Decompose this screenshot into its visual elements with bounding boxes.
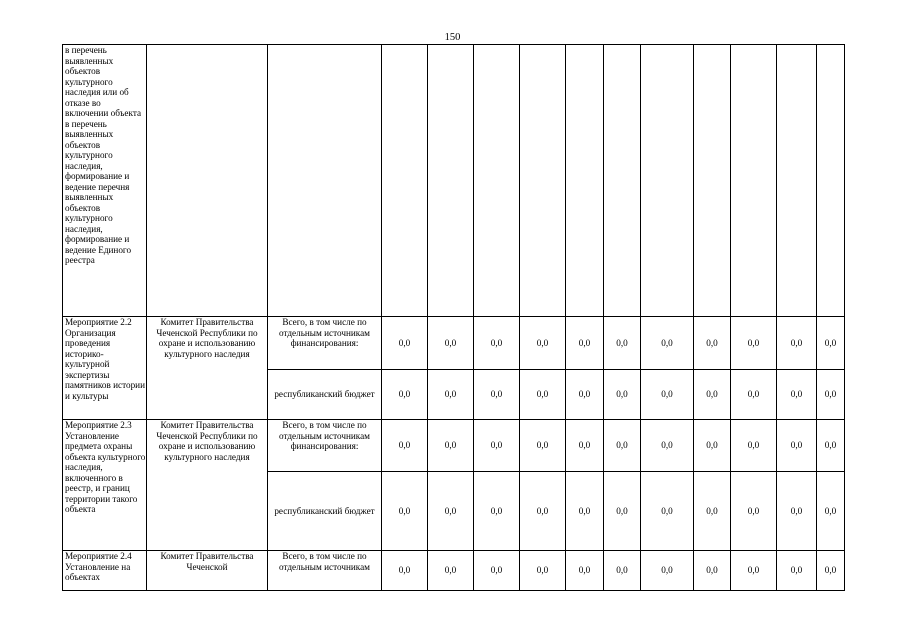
value-cell: 0,0 xyxy=(731,472,777,551)
funding-source-cell: Всего, в том числе по отдельным источникам финансирования: xyxy=(268,317,382,370)
table-row xyxy=(63,45,845,317)
empty-cell xyxy=(731,45,777,317)
value-cell: 0,0 xyxy=(474,317,520,370)
value-cell: 0,0 xyxy=(694,370,731,420)
value-cell: 0,0 xyxy=(604,420,641,472)
executor-cell xyxy=(147,45,268,317)
value-cell: 0,0 xyxy=(731,551,777,591)
value-cell: 0,0 xyxy=(817,317,845,370)
value-cell: 0,0 xyxy=(694,472,731,551)
value-cell: 0,0 xyxy=(520,317,566,370)
value-cell: 0,0 xyxy=(731,317,777,370)
empty-cell xyxy=(604,45,641,317)
value-cell: 0,0 xyxy=(566,370,604,420)
value-cell: 0,0 xyxy=(520,420,566,472)
value-cell: 0,0 xyxy=(641,370,694,420)
value-cell: 0,0 xyxy=(474,420,520,472)
value-cell: 0,0 xyxy=(777,420,817,472)
value-cell: 0,0 xyxy=(428,370,474,420)
value-cell: 0,0 xyxy=(777,317,817,370)
value-cell: 0,0 xyxy=(474,472,520,551)
measure-name-cell: в перечень выявленных объектов культурного наследия или об отказе во включении объекта в перечень выявленных объектов культурного наследия, формирование и ведение перечня выявленных объектов культурного наследия, формирование и ведение Единого реестра xyxy=(63,45,147,317)
value-cell: 0,0 xyxy=(731,370,777,420)
empty-cell xyxy=(817,45,845,317)
value-cell: 0,0 xyxy=(428,420,474,472)
value-cell: 0,0 xyxy=(382,551,428,591)
value-cell: 0,0 xyxy=(641,551,694,591)
value-cell: 0,0 xyxy=(817,420,845,472)
empty-cell xyxy=(520,45,566,317)
table-row xyxy=(63,317,845,370)
funding-source-cell: Всего, в том числе по отдельным источникам финансирования: xyxy=(268,420,382,472)
value-cell: 0,0 xyxy=(382,370,428,420)
executor-cell: Комитет Правительства Чеченской Республики по охране и использованию культурного наследия xyxy=(147,317,268,420)
value-cell: 0,0 xyxy=(382,472,428,551)
value-cell: 0,0 xyxy=(520,370,566,420)
table-row xyxy=(63,551,845,591)
executor-cell: Комитет Правительства Чеченской xyxy=(147,551,268,591)
value-cell: 0,0 xyxy=(641,317,694,370)
empty-cell xyxy=(777,45,817,317)
table-row xyxy=(63,420,845,472)
empty-cell xyxy=(268,45,382,317)
value-cell: 0,0 xyxy=(777,551,817,591)
measure-name-cell: Мероприятие 2.2 Организация проведения историко-культурной экспертизы памятников истории и культуры xyxy=(63,317,147,420)
value-cell: 0,0 xyxy=(694,551,731,591)
value-cell: 0,0 xyxy=(604,317,641,370)
value-cell: 0,0 xyxy=(604,551,641,591)
value-cell: 0,0 xyxy=(604,472,641,551)
empty-cell xyxy=(428,45,474,317)
value-cell: 0,0 xyxy=(817,472,845,551)
value-cell: 0,0 xyxy=(428,551,474,591)
value-cell: 0,0 xyxy=(474,551,520,591)
value-cell: 0,0 xyxy=(694,317,731,370)
table-body xyxy=(63,45,845,591)
value-cell: 0,0 xyxy=(641,472,694,551)
value-cell: 0,0 xyxy=(520,551,566,591)
value-cell: 0,0 xyxy=(777,472,817,551)
value-cell: 0,0 xyxy=(817,370,845,420)
value-cell: 0,0 xyxy=(382,317,428,370)
empty-cell xyxy=(641,45,694,317)
value-cell: 0,0 xyxy=(731,420,777,472)
value-cell: 0,0 xyxy=(641,420,694,472)
value-cell: 0,0 xyxy=(566,551,604,591)
measure-name-cell: Мероприятие 2.3 Установление предмета охраны объекта культурного наследия, включенного в реестр, и границ территории такого объекта xyxy=(63,420,147,551)
funding-source-cell: республиканский бюджет xyxy=(268,472,382,551)
measure-name-cell: Мероприятие 2.4 Установление на объектах xyxy=(63,551,147,591)
value-cell: 0,0 xyxy=(694,420,731,472)
value-cell: 0,0 xyxy=(520,472,566,551)
empty-cell xyxy=(382,45,428,317)
page-number: 150 xyxy=(444,32,461,43)
value-cell: 0,0 xyxy=(474,370,520,420)
empty-cell xyxy=(694,45,731,317)
value-cell: 0,0 xyxy=(604,370,641,420)
funding-source-cell: республиканский бюджет xyxy=(268,370,382,420)
value-cell: 0,0 xyxy=(566,317,604,370)
value-cell: 0,0 xyxy=(566,420,604,472)
funding-table xyxy=(62,44,845,591)
value-cell: 0,0 xyxy=(428,317,474,370)
empty-cell xyxy=(474,45,520,317)
value-cell: 0,0 xyxy=(817,551,845,591)
empty-cell xyxy=(566,45,604,317)
value-cell: 0,0 xyxy=(566,472,604,551)
value-cell: 0,0 xyxy=(777,370,817,420)
value-cell: 0,0 xyxy=(428,472,474,551)
funding-source-cell: Всего, в том числе по отдельным источникам xyxy=(268,551,382,591)
value-cell: 0,0 xyxy=(382,420,428,472)
executor-cell: Комитет Правительства Чеченской Республики по охране и использованию культурного наследия xyxy=(147,420,268,551)
